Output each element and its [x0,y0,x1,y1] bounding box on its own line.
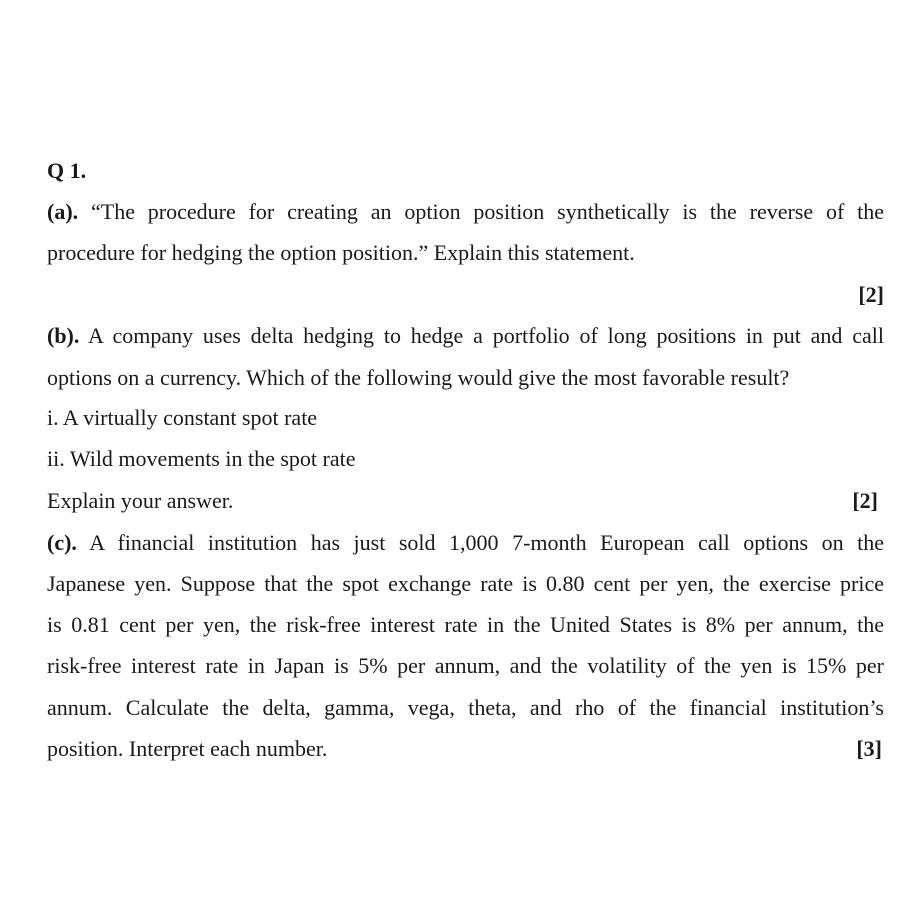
part-c-line-2: Japanese yen. Suppose that the spot exchange rate is 0.80 cent per yen, the exercise price [47,571,884,596]
part-b-explain: Explain your answer. [47,488,234,513]
part-b-marks: [2] [852,488,878,513]
part-c-marks: [3] [856,736,882,761]
question-number: Q 1. [47,158,87,183]
part-a-line-2: procedure for hedging the option position.” Explain this statement. [47,240,635,265]
part-a-marks: [2] [858,282,884,307]
part-b-explain-row [47,486,884,516]
part-c-text-1: A financial institution has just sold 1,000 7-month European call options on the [76,530,884,555]
part-c-line-6-row [47,734,884,764]
part-c-line-3: is 0.81 cent per yen, the risk-free interest rate in the United States is 8% per annum, the [47,612,884,637]
part-b-text-1: A company uses delta hedging to hedge a portfolio of long positions in put and call [79,323,884,348]
part-b-line-2: options on a currency. Which of the following would give the most favorable result? [47,365,790,390]
part-c-line-1 [47,528,884,558]
part-c-line-6: position. Interpret each number. [47,736,328,761]
part-b-label: (b). [47,323,80,348]
part-c-label: (c). [47,530,77,555]
part-a-text-1: “The procedure for creating an option position synthetically is the reverse of the [78,199,884,224]
part-a-label: (a). [47,199,79,224]
part-b-option-ii: ii. Wild movements in the spot rate [47,446,356,471]
part-a-line-1 [47,197,884,227]
part-b-line-1 [47,321,884,351]
part-c-line-4: risk-free interest rate in Japan is 5% per annum, and the volatility of the yen is 15% per [47,653,884,678]
part-c-line-5: annum. Calculate the delta, gamma, vega, theta, and rho of the financial institution’s [47,695,884,720]
part-b-option-i: i. A virtually constant spot rate [47,405,318,430]
part-a-marks-row [47,280,884,310]
